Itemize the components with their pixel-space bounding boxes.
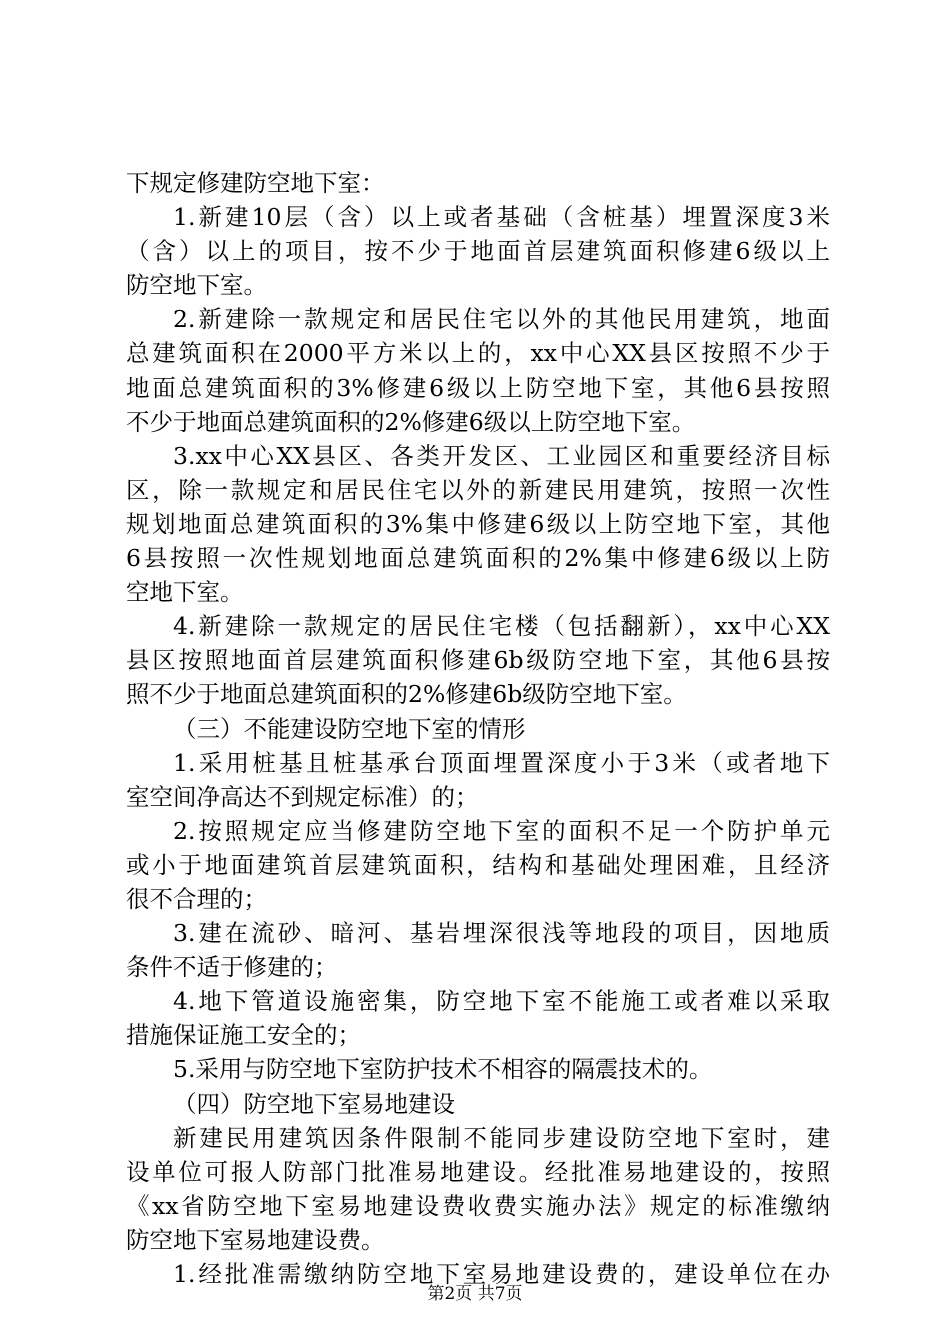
text-line: 4.新建除一款规定的居民住宅楼（包括翻新），xx中心XX bbox=[173, 612, 830, 641]
text-line: 3.建在流砂、暗河、基岩埋深很浅等地段的项目，因地质 bbox=[173, 919, 830, 948]
text-line: 2.按照规定应当修建防空地下室的面积不足一个防护单元 bbox=[173, 816, 830, 845]
text-line: 很不合理的； bbox=[126, 884, 267, 913]
text-line: 地面总建筑面积的3%修建6级以上防空地下室，其他6县按照 bbox=[126, 373, 830, 402]
text-line: 措施保证施工安全的； bbox=[126, 1021, 361, 1050]
text-line: 《xx省防空地下室易地建设费收费实施办法》规定的标准缴纳 bbox=[126, 1191, 830, 1220]
text-line: 不少于地面总建筑面积的2%修建6级以上防空地下室。 bbox=[126, 407, 696, 436]
text-line: 防空地下室易地建设费。 bbox=[126, 1225, 385, 1254]
text-line: 总建筑面积在2000平方米以上的，xx中心XX县区按照不少于 bbox=[126, 339, 830, 368]
text-line: 县区按照地面首层建筑面积修建6b级防空地下室，其他6县按 bbox=[126, 646, 830, 675]
text-line: 设单位可报人防部门批准易地建设。经批准易地建设的，按照 bbox=[126, 1157, 830, 1186]
text-line: 照不少于地面总建筑面积的2%修建6b级防空地下室。 bbox=[126, 680, 687, 709]
section-heading: （四）防空地下室易地建设 bbox=[173, 1089, 455, 1118]
text-line: 4.地下管道设施密集，防空地下室不能施工或者难以采取 bbox=[173, 987, 830, 1016]
text-line: 区，除一款规定和居民住宅以外的新建民用建筑，按照一次性 bbox=[126, 475, 830, 504]
page-footer: 第2页 共7页 bbox=[427, 1284, 523, 1304]
text-line: 1.新建10层（含）以上或者基础（含桩基）埋置深度3米 bbox=[173, 203, 830, 232]
text-line: （含）以上的项目，按不少于地面首层建筑面积修建6级以上 bbox=[126, 237, 830, 266]
document-body bbox=[126, 166, 830, 1291]
section-heading: （三）不能建设防空地下室的情形 bbox=[173, 714, 526, 743]
text-line: 2.新建除一款规定和居民住宅以外的其他民用建筑，地面 bbox=[173, 305, 830, 334]
text-line: 规划地面总建筑面积的3%集中修建6级以上防空地下室，其他 bbox=[126, 509, 830, 538]
text-line: 下规定修建防空地下室： bbox=[126, 169, 385, 197]
text-line: 1.采用桩基且桩基承台顶面埋置深度小于3米（或者地下 bbox=[173, 748, 830, 777]
text-line: 室空间净高达不到规定标准）的； bbox=[126, 782, 479, 811]
text-line: 新建民用建筑因条件限制不能同步建设防空地下室时，建 bbox=[173, 1123, 830, 1152]
text-line: 条件不适于修建的； bbox=[126, 953, 338, 982]
text-line: 或小于地面建筑首层建筑面积，结构和基础处理困难，且经济 bbox=[126, 850, 830, 879]
text-line: 空地下室。 bbox=[126, 578, 244, 607]
text-line: 5.采用与防空地下室防护技术不相容的隔震技术的。 bbox=[173, 1055, 713, 1084]
text-line: 6县按照一次性规划地面总建筑面积的2%集中修建6级以上防 bbox=[126, 544, 830, 573]
text-line: 防空地下室。 bbox=[126, 271, 267, 300]
text-line: 3.xx中心XX县区、各类开发区、工业园区和重要经济目标 bbox=[173, 441, 830, 470]
text-line: 1.经批准需缴纳防空地下室易地建设费的，建设单位在办 bbox=[173, 1260, 830, 1288]
